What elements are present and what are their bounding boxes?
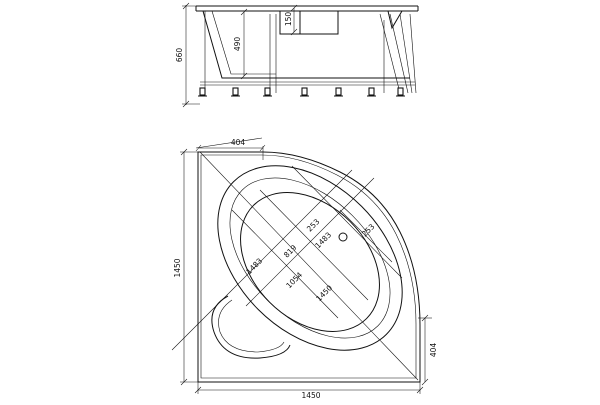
side-view [175,3,418,107]
label-diag-1: 1483 [244,256,265,277]
side-leg [265,88,270,95]
side-frame-strut [390,14,408,93]
label-height-total: 660 [175,47,184,63]
side-leg [200,88,205,95]
label-diag-6: 1483 [313,230,334,251]
side-leg [233,88,238,95]
top-view [172,130,438,400]
side-frame-strut [380,14,400,93]
dim-line-diag-1 [232,210,338,318]
label-corner-right: 404 [429,342,438,358]
label-diag-4: 1450 [314,283,335,304]
dim-ext [196,138,262,148]
label-width: 1450 [301,391,321,400]
side-leg [302,88,307,95]
side-leg [398,88,403,95]
side-leg [336,88,341,95]
label-depth: 1450 [173,258,182,278]
drain-icon [339,233,347,241]
side-frame-strut [410,14,416,93]
side-leg [369,88,374,95]
dim-line-cross-2 [228,170,352,294]
label-height-inner: 490 [233,36,242,52]
tub-seat-bump-inner [219,300,285,352]
label-diag-5: 253 [304,216,322,234]
tub-rim-inner [200,148,421,369]
label-diag-2: 819 [281,242,299,260]
side-frame-strut [400,14,412,93]
label-diag-3: 1054 [284,270,305,291]
tub-rim-oval [182,130,438,386]
label-corner-top: 404 [230,138,246,147]
label-rim-depth: 150 [284,11,293,27]
side-seat [300,11,338,34]
side-legs [198,88,405,96]
dim-line-diag-3 [292,166,402,278]
dim-line-cross [172,294,228,350]
label-diag-7: 253 [359,221,377,239]
